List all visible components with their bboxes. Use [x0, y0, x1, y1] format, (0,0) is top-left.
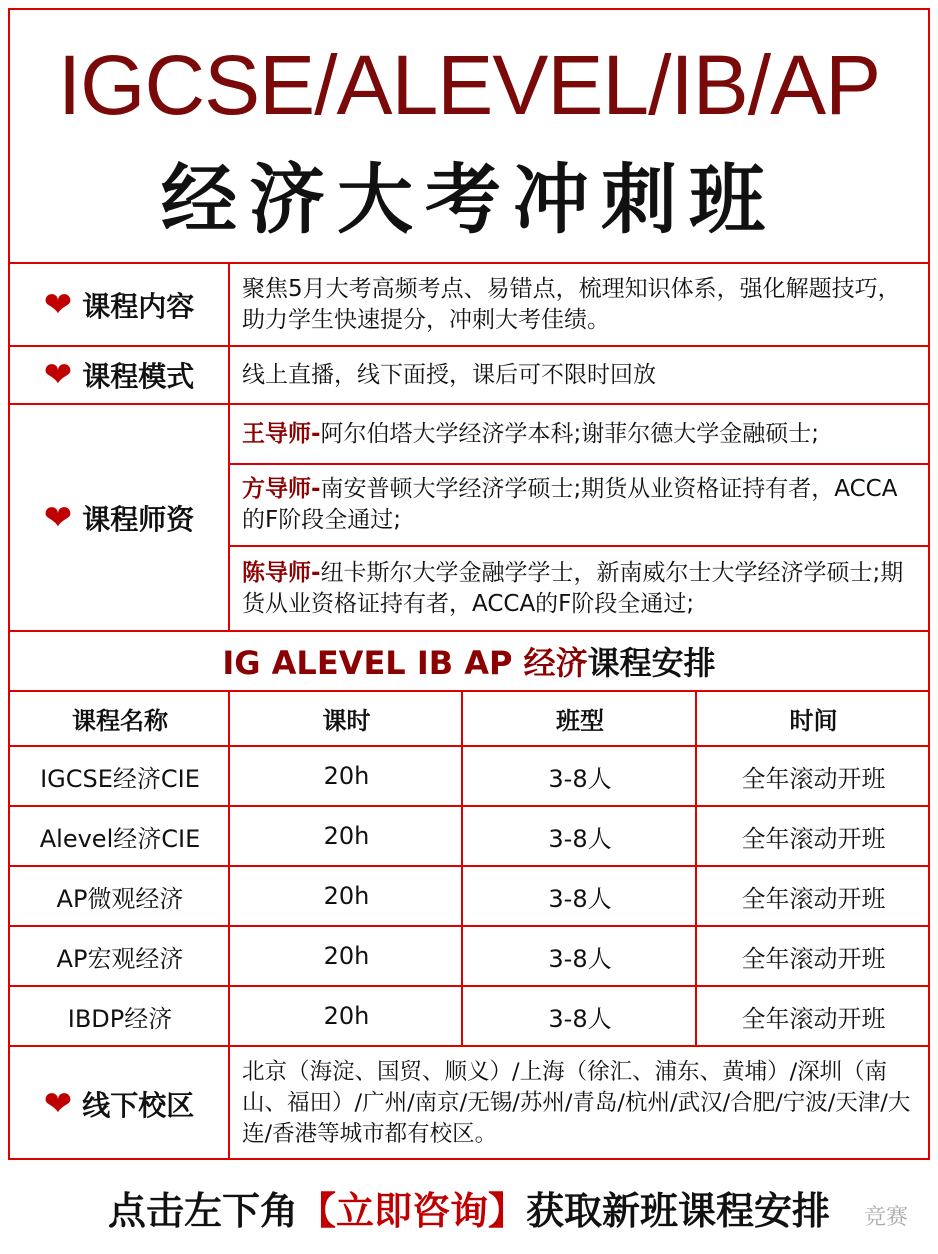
- schedule-title-black: 课程安排: [587, 644, 716, 682]
- table-cell: 20h: [323, 1002, 370, 1030]
- table-cell: 3-8人: [548, 884, 612, 913]
- heart-icon: ❤: [43, 497, 73, 538]
- label-text: 线下校区: [82, 1088, 195, 1122]
- table-cell: AP微观经济: [56, 884, 184, 913]
- heart-icon: ❤: [43, 284, 73, 325]
- footer-cta: [0, 1180, 938, 1235]
- table-cell: 全年滚动开班: [741, 884, 886, 913]
- schedule-title-red: IG ALEVEL IB AP 经济: [222, 644, 588, 682]
- table-cell: 3-8人: [548, 1004, 612, 1033]
- table-cell: 全年滚动开班: [741, 824, 886, 853]
- footer-pre: 点击左下角: [107, 1189, 298, 1233]
- watermark: 竞赛: [863, 1205, 908, 1230]
- teacher-name: 陈导师-: [242, 559, 321, 586]
- table-cell: 全年滚动开班: [741, 764, 886, 793]
- campus-text: 北京（海淀、国贸、顺义）/上海（徐汇、浦东、黄埔）/深圳（南山、福田）/广州/南京/无锡/苏州/青岛/杭州/武汉/合肥/宁波/天津/大连/香港等城市都有校区。: [242, 1059, 911, 1147]
- table-cell: IGCSE经济CIE: [40, 764, 200, 793]
- label-teachers: [10, 405, 228, 630]
- table-header-cell: 时间: [789, 707, 838, 735]
- heart-icon: ❤: [43, 355, 73, 395]
- table-cell: 20h: [323, 822, 370, 850]
- table-cell: 全年滚动开班: [741, 1004, 886, 1033]
- course-mode-text: 线上直播，线下面授，课后可不限时回放: [242, 361, 656, 388]
- table-header-cell: 班型: [556, 707, 604, 735]
- footer-post: 获取新班课程安排: [526, 1189, 831, 1233]
- teacher-desc: 南安普顿大学经济学硕士;期货从业资格证持有者，ACCA的F阶段全通过;: [242, 476, 898, 533]
- table-cell: 20h: [323, 942, 370, 970]
- teacher-name: 王导师-: [242, 420, 321, 447]
- teacher-item: [242, 547, 920, 630]
- table-header-cell: 课程名称: [72, 707, 168, 735]
- poster-frame: [8, 8, 930, 1160]
- table-cell: Alevel经济CIE: [39, 824, 201, 853]
- heart-icon: ❤: [43, 1083, 73, 1124]
- schedule-title: [10, 632, 928, 690]
- teacher-item: [242, 465, 920, 545]
- table-cell: 20h: [323, 882, 370, 910]
- table-cell: 3-8人: [548, 944, 612, 973]
- label-text: 课程师资: [82, 502, 195, 536]
- table-cell: 20h: [323, 762, 370, 790]
- label-text: 课程模式: [82, 360, 195, 393]
- consult-link[interactable]: 【立即咨询】: [297, 1189, 526, 1233]
- teacher-desc: 阿尔伯塔大学经济学本科;谢菲尔德大学金融硕士;: [320, 420, 820, 447]
- table-cell: 3-8人: [548, 764, 612, 793]
- teacher-desc: 纽卡斯尔大学金融学学士，新南威尔士大学经济学硕士;期货从业资格证持有者，ACCA的F阶段全通过;: [242, 559, 904, 617]
- table-cell: 3-8人: [548, 824, 612, 853]
- teacher-name: 方导师-: [242, 476, 321, 502]
- teacher-item: [242, 405, 920, 463]
- table-cell: 全年滚动开班: [741, 944, 886, 973]
- label-course-content: [10, 264, 228, 345]
- label-campus: [10, 1047, 228, 1160]
- label-text: 课程内容: [82, 289, 195, 323]
- table-header-cell: 课时: [322, 707, 371, 735]
- title-line2: 经济大考冲刺班: [161, 155, 777, 244]
- table-cell: IBDP经济: [67, 1004, 173, 1033]
- title-line1: IGCSE/ALEVEL/IB/AP: [57, 38, 881, 132]
- table-cell: AP宏观经济: [56, 944, 184, 973]
- course-content-text: 聚焦5月大考高频考点、易错点，梳理知识体系，强化解题技巧，助力学生快速提分，冲刺大考佳绩。: [242, 275, 901, 333]
- label-course-mode: [10, 347, 228, 403]
